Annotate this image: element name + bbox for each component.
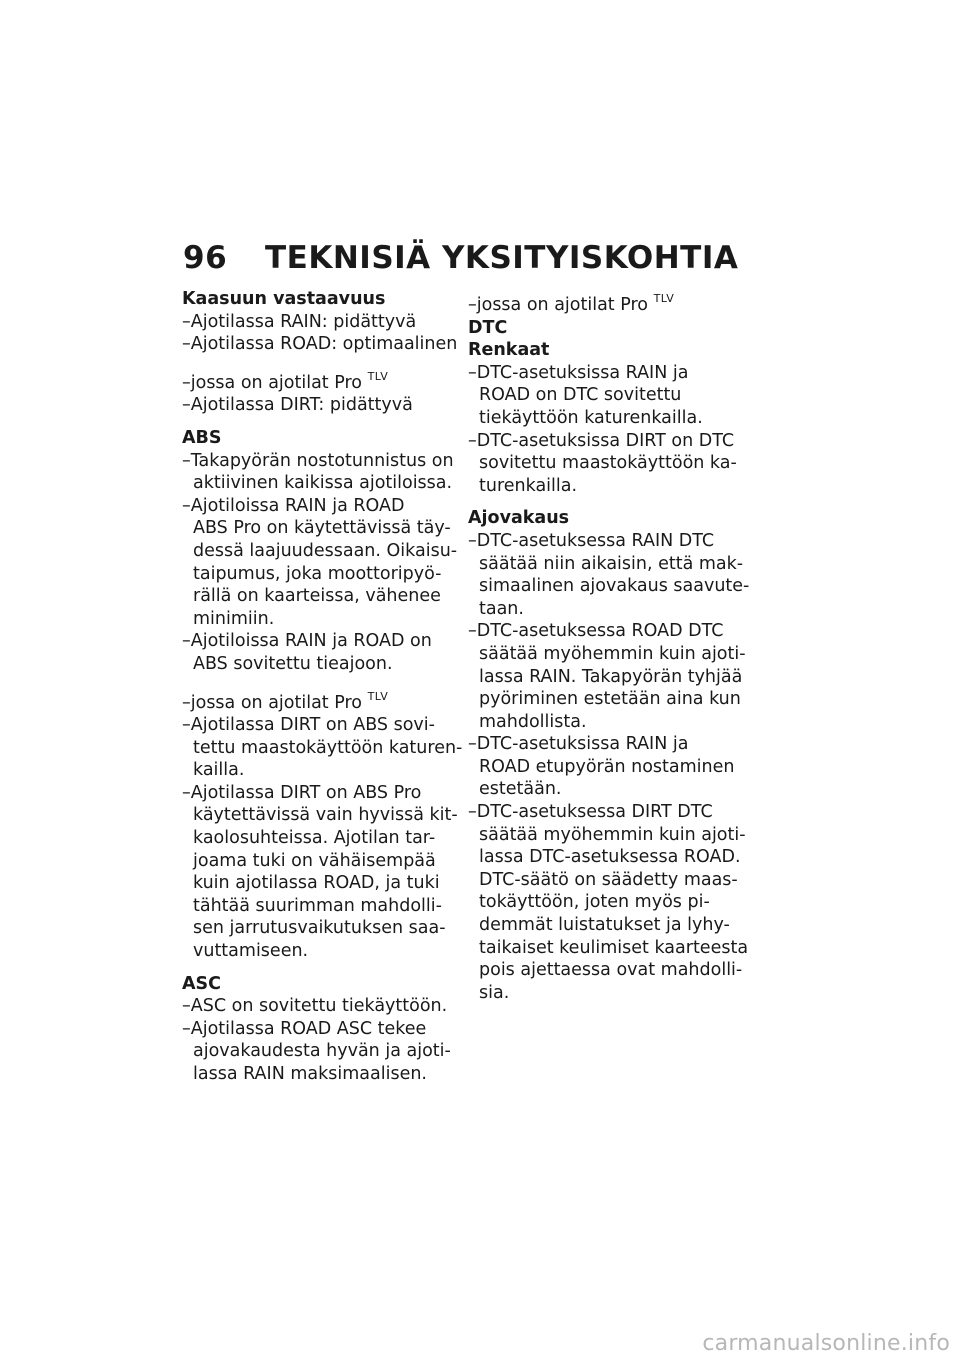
page-header	[183, 240, 738, 276]
list-item	[468, 288, 740, 317]
list-item-continuation: DTC-säätö on säädetty maas-	[479, 869, 738, 890]
list-item-continuation: kuin ajotilassa ROAD, ja tuki	[193, 873, 440, 894]
list-item-continuation: rällä on kaarteissa, vähenee	[193, 586, 441, 607]
list-item-continuation: mahdollista.	[479, 711, 587, 732]
list-item-continuation: käytettävissä vain hyvissä kit-	[193, 805, 458, 826]
list-item-continuation: estetään.	[479, 779, 562, 800]
left-column	[182, 288, 463, 1086]
list-item-continuation: säätää myöhemmin kuin ajoti-	[479, 824, 746, 845]
list-item-continuation: taipumus, joka moottoripyö-	[193, 563, 442, 584]
superscript: TLV	[367, 369, 389, 383]
list-item-text: –jossa on ajotilat Pro	[182, 372, 362, 393]
list-item-text: –jossa on ajotilat Pro	[468, 295, 648, 315]
right-column	[468, 288, 750, 1004]
list-item-continuation: sovitettu maastokäyttöön ka-	[479, 453, 737, 474]
list-item-continuation: turenkailla.	[479, 475, 578, 496]
list-item-continuation: joama tuki on vähäisempää	[193, 850, 436, 871]
list-item: –Ajotilassa ROAD: optimaalinen	[182, 334, 458, 355]
list-item-continuation: sen jarrutusvaikutuksen saa-	[193, 918, 446, 939]
section-heading-abs: ABS	[182, 427, 222, 448]
subsection-heading-renkaat: Renkaat	[468, 340, 550, 361]
list-item: –Ajotilassa RAIN: pidättyvä	[182, 311, 417, 332]
list-item-continuation: taan.	[479, 598, 524, 619]
list-item: –ASC on sovitettu tiekäyttöön.	[182, 996, 448, 1017]
list-item-continuation: sia.	[479, 982, 510, 1003]
list-item-continuation: dessä laajuudessaan. Oikaisu-	[193, 540, 458, 561]
page-number: 96	[183, 240, 228, 276]
list-item-continuation: pois ajettaessa ovat mahdolli-	[479, 960, 743, 981]
list-item-continuation: ROAD etupyörän nostaminen	[479, 756, 735, 777]
list-item: –Ajotilassa DIRT on ABS sovi-	[182, 715, 435, 736]
superscript: TLV	[653, 292, 675, 305]
list-item: –DTC-asetuksessa DIRT DTC	[468, 802, 713, 823]
subsection-heading-ajovakaus: Ajovakaus	[468, 508, 570, 529]
list-item: –Takapyörän nostotunnistus on	[182, 450, 454, 471]
list-item-continuation: simaalinen ajovakaus saavute-	[479, 576, 750, 597]
list-item-continuation: säätää niin aikaisin, että mak-	[479, 553, 744, 574]
section-heading-asc: ASC	[182, 973, 221, 994]
watermark: carmanualsonline.info	[702, 1331, 950, 1356]
list-item-continuation: lassa RAIN maksimaalisen.	[193, 1064, 427, 1084]
list-item: –DTC-asetuksissa RAIN ja	[468, 362, 689, 383]
list-item-continuation: minimiin.	[193, 608, 275, 629]
list-item-continuation: lassa RAIN. Takapyörän tyhjää	[479, 666, 743, 687]
list-item-continuation: ABS Pro on käytettävissä täy-	[193, 518, 451, 539]
list-item: –Ajotilassa DIRT on ABS Pro	[182, 782, 422, 803]
list-item-continuation: ABS sovitettu tieajoon.	[193, 653, 393, 674]
list-item: –Ajotilassa DIRT: pidättyvä	[182, 395, 413, 416]
list-item: –DTC-asetuksessa ROAD DTC	[468, 621, 724, 642]
list-item-continuation: tähtää suurimman mahdolli-	[193, 895, 442, 916]
list-item-continuation: kaolosuhteissa. Ajotilan tar-	[193, 828, 436, 849]
list-item-continuation: vuttamiseen.	[193, 941, 309, 962]
list-item: –Ajotiloissa RAIN ja ROAD	[182, 495, 405, 516]
list-item: –Ajotiloissa RAIN ja ROAD on	[182, 631, 432, 652]
list-item	[182, 366, 454, 395]
list-item-continuation: pyöriminen estetään aina kun	[479, 689, 741, 710]
list-item-continuation: kailla.	[193, 760, 245, 781]
list-item: –Ajotilassa ROAD ASC tekee	[182, 1018, 427, 1039]
section-heading-kaasuun: Kaasuun vastaavuus	[182, 289, 386, 309]
superscript: TLV	[367, 689, 389, 703]
section-heading-dtc: DTC	[468, 317, 508, 338]
page-title: TEKNISIÄ YKSITYISKOHTIA	[265, 240, 739, 276]
list-item-continuation: demmät luistatukset ja lyhy-	[479, 915, 730, 936]
list-item-continuation: tiekäyttöön katurenkailla.	[479, 407, 703, 428]
list-item-continuation: ROAD on DTC sovitettu	[479, 385, 682, 406]
list-item-text: –jossa on ajotilat Pro	[182, 692, 362, 713]
list-item-continuation: taikaiset keulimiset kaarteesta	[479, 937, 749, 958]
list-item-continuation: tokäyttöön, joten myös pi-	[479, 892, 710, 913]
list-item-continuation: säätää myöhemmin kuin ajoti-	[479, 643, 746, 664]
list-item: –DTC-asetuksissa RAIN ja	[468, 734, 689, 755]
list-item: –DTC-asetuksissa DIRT on DTC	[468, 430, 735, 451]
list-item: –DTC-asetuksessa RAIN DTC	[468, 530, 715, 551]
list-item-continuation: ajovakaudesta hyvän ja ajoti-	[193, 1041, 451, 1062]
list-item-continuation: tettu maastokäyttöön katuren-	[193, 737, 463, 758]
list-item-continuation: lassa DTC-asetuksessa ROAD.	[479, 847, 741, 868]
list-item	[182, 686, 454, 715]
list-item-continuation: aktiivinen kaikissa ajotiloissa.	[193, 473, 453, 494]
